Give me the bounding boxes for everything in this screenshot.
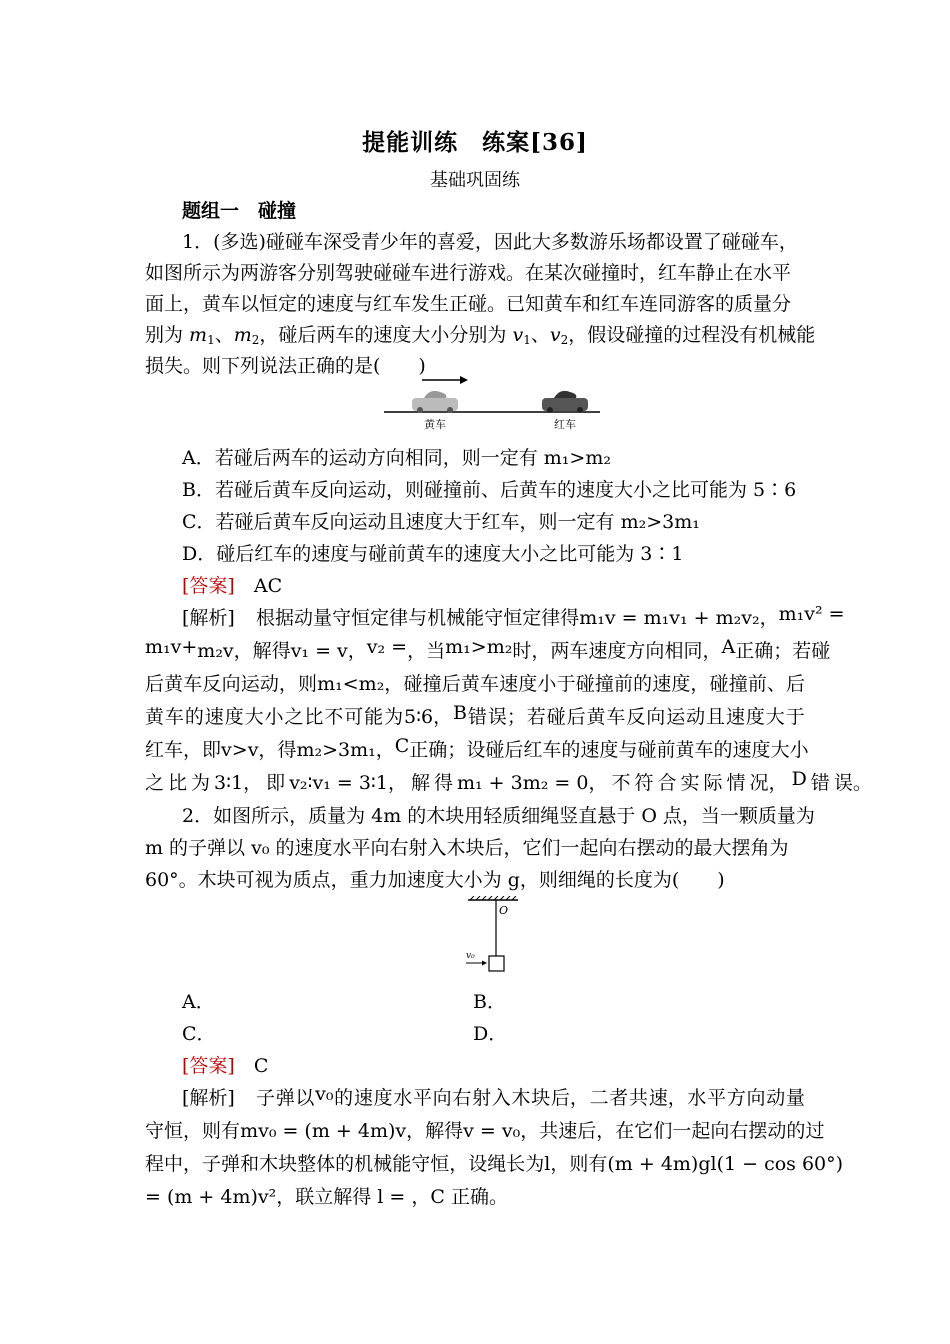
analysis-segment: 守 (332, 607, 352, 629)
analysis-segment: 右 (729, 1120, 749, 1142)
analysis-segment: 黄 (675, 739, 695, 761)
analysis-segment: 碰 (485, 739, 505, 761)
analysis-segment: m₂v， (197, 640, 253, 662)
analysis-segment: 速 (353, 1087, 373, 1109)
analysis-segment: 解 (410, 772, 430, 794)
analysis-segment: 向 (645, 640, 665, 662)
analysis-segment: 后， (550, 1087, 589, 1109)
analysis-segment: 碰 (575, 673, 595, 695)
analysis-segment: 它 (634, 1120, 654, 1142)
analysis-segment: 速 (652, 673, 672, 695)
analysis-segment: m₁ + 3m₂ = 0， (457, 772, 608, 794)
analysis-segment: 动 (766, 1087, 786, 1109)
analysis-segment: m₂>3m₁， (296, 739, 395, 761)
q2-answer: [答案] C (182, 1055, 269, 1077)
analysis-segment: 撞 (422, 673, 442, 695)
analysis-segment: 即 (266, 772, 286, 794)
analysis-segment: 3∶1， (214, 772, 263, 794)
analysis-segment: 平 (412, 1087, 432, 1109)
analysis-segment: 射 (472, 1087, 492, 1109)
analysis-segment: 碰 (637, 739, 657, 761)
analysis-segment: 得 (277, 739, 297, 761)
analysis-segment: 的 (561, 739, 581, 761)
analysis-segment: 后， (577, 1120, 616, 1142)
analysis-segment: 前、 (747, 673, 786, 695)
analysis-segment: 大 (765, 706, 785, 728)
analysis-segment: 车 (183, 673, 203, 695)
analysis-segment: A (721, 636, 736, 658)
analysis-segment: 速 (204, 706, 224, 728)
analysis-segment: 反 (626, 706, 646, 728)
analysis-segment: 车， (164, 739, 203, 761)
analysis-segment: 平 (707, 1087, 727, 1109)
analysis-segment: 守 (411, 1153, 431, 1175)
analysis-segment: 后 (785, 673, 805, 695)
analysis-segment: 与 (408, 607, 428, 629)
analysis-segment: 二 (589, 1087, 609, 1109)
analysis-segment: 能 (465, 607, 485, 629)
analysis-segment: 右 (452, 1087, 472, 1109)
analysis-segment: 速 (499, 673, 519, 695)
analysis-segment: 时， (512, 640, 551, 662)
analysis-segment: l， (544, 1153, 570, 1175)
q2-option-c: C． (182, 1023, 216, 1045)
q1-analysis-line (145, 702, 805, 729)
analysis-segment: 守 (484, 607, 504, 629)
analysis-segment: 入 (491, 1087, 511, 1109)
q2-option-a: A． (182, 991, 215, 1013)
analysis-segment: 在 (615, 1120, 635, 1142)
q2-analysis-tag: [解析] (182, 1087, 235, 1109)
q1-option-d: D．碰后红车的速度与碰前黄车的速度大小之比可能为 3∶1 (182, 543, 684, 565)
analysis-segment: 误； (487, 706, 526, 728)
analysis-segment: 水 (393, 1087, 413, 1109)
group-heading: 题组一 碰撞 (182, 200, 297, 222)
analysis-segment: 一 (672, 1120, 692, 1142)
analysis-segment: mv₀ = (m + 4m)v， (240, 1120, 426, 1142)
q1-line-1: 1．(多选)碰碰车深受青少年的喜爱，因此大多数游乐场都设置了碰碰车， (182, 231, 798, 253)
section-subtitle: 基础巩固练 (430, 170, 520, 191)
analysis-segment: 错 (467, 706, 487, 728)
analysis-segment: 木 (511, 1087, 531, 1109)
analysis-segment: 械 (373, 1153, 393, 1175)
analysis-segment: 运 (240, 673, 260, 695)
analysis-segment: 车 (569, 640, 589, 662)
analysis-segment: 得 (433, 772, 453, 794)
analysis-segment: 起 (691, 1120, 711, 1142)
analysis-segment: 和 (240, 1153, 260, 1175)
analysis-segment: 小 (264, 706, 284, 728)
q2-analysis-line (256, 1083, 805, 1110)
q1-answer: [答案] AC (182, 575, 283, 597)
analysis-segment: 械 (446, 607, 466, 629)
analysis-segment: 的 (786, 1120, 806, 1142)
red-car-icon (542, 391, 588, 413)
analysis-segment: 程 (145, 1153, 165, 1175)
analysis-segment: 则 (569, 1153, 589, 1175)
velocity-label: v₀ (466, 951, 475, 961)
q1-option-b: B．若碰后黄车反向运动，则碰撞前、后黄车的速度大小之比可能为 5∶6 (182, 479, 797, 501)
q2-line-2: m 的子弹以 v₀ 的速度水平向右射入木块后，它们一起向右摆动的最大摆角为 (145, 837, 789, 859)
analysis-segment: 后 (441, 673, 461, 695)
analysis-segment: 机 (427, 607, 447, 629)
analysis-segment: 实 (680, 772, 700, 794)
analysis-segment: 误。 (833, 772, 872, 794)
analysis-segment: 度 (224, 706, 244, 728)
q1-analysis-line (145, 669, 805, 696)
analysis-segment: 黄 (460, 673, 480, 695)
analysis-segment: 子 (202, 1153, 222, 1175)
analysis-segment: 为 (384, 706, 404, 728)
analysis-segment: 情 (726, 772, 746, 794)
analysis-segment: 动 (686, 706, 706, 728)
analysis-segment: 动 (294, 607, 314, 629)
analysis-segment: 向 (746, 1087, 766, 1109)
analysis-segment: 大 (244, 706, 264, 728)
analysis-segment: 设 (466, 739, 486, 761)
q2-analysis-line (145, 1182, 508, 1209)
analysis-segment: v₂ = (366, 636, 408, 658)
analysis-segment: 得 (560, 607, 580, 629)
analysis-segment: 恒， (430, 1153, 469, 1175)
analysis-segment: 两 (550, 640, 570, 662)
analysis-segment: 块 (278, 1153, 298, 1175)
analysis-segment: 撞 (594, 673, 614, 695)
analysis-segment: 据 (275, 607, 295, 629)
analysis-segment: 量 (785, 1087, 805, 1109)
q2-option-d: D． (473, 1023, 508, 1045)
analysis-segment: 有 (221, 1120, 241, 1142)
analysis-segment: 当 (426, 640, 446, 662)
analysis-segment: 们 (653, 1120, 673, 1142)
analysis-segment: 方 (626, 640, 646, 662)
analysis-segment: 速 (580, 739, 600, 761)
arrow-icon (482, 961, 487, 966)
yellow-car-icon (412, 391, 458, 413)
analysis-segment: 定 (522, 607, 542, 629)
q2-line-1: 2．如图所示，质量为 4m 的木块用轻质细绳竖直悬于 O 点，当一颗质量为 (182, 805, 815, 827)
q1-line-5: 损失。则下列说法正确的是( ) (145, 355, 426, 377)
analysis-segment: 后 (566, 706, 586, 728)
analysis-segment: 根 (256, 607, 276, 629)
analysis-segment: 若 (526, 706, 546, 728)
analysis-segment: m₁v = m₁v₁ + m₂v₂， (579, 607, 779, 629)
analysis-segment: 量 (313, 607, 333, 629)
q2-option-b: B． (473, 991, 506, 1013)
analysis-segment: 小 (537, 673, 557, 695)
analysis-segment: 之 (284, 706, 304, 728)
analysis-segment: 速 (588, 640, 608, 662)
q2-analysis-line (145, 1116, 825, 1143)
analysis-segment: 速 (558, 1120, 578, 1142)
analysis-segment: 符 (634, 772, 654, 794)
analysis-segment: 碰 (709, 673, 729, 695)
analysis-segment: v₀ (315, 1083, 334, 1105)
analysis-segment: 向 (710, 1120, 730, 1142)
analysis-segment: 者 (609, 1087, 629, 1109)
analysis-segment: v₂∶v₁ = 3∶1， (289, 772, 407, 794)
bumper-car-figure (382, 370, 602, 434)
analysis-segment: 同， (683, 640, 722, 662)
analysis-segment: 度 (745, 706, 765, 728)
analysis-segment: 红 (145, 739, 165, 761)
analysis-segment: D (791, 768, 807, 790)
q2-analysis-line (145, 1149, 844, 1176)
analysis-segment: 水 (687, 1087, 707, 1109)
analysis-segment: 子 (256, 1087, 276, 1109)
analysis-segment: 律 (541, 607, 561, 629)
analysis-segment: 得 (444, 1120, 464, 1142)
analysis-segment: 恒 (503, 607, 523, 629)
analysis-segment: 运 (666, 706, 686, 728)
analysis-segment: 度， (671, 673, 710, 695)
analysis-segment: 相 (664, 640, 684, 662)
analysis-segment: 块 (531, 1087, 551, 1109)
analysis-segment: m₁v² = (778, 603, 845, 625)
analysis-segment: v₁ = v， (290, 640, 367, 662)
analysis-segment: 于 (556, 673, 576, 695)
analysis-segment: 速， (648, 1087, 687, 1109)
analysis-segment: 则 (202, 1120, 222, 1142)
analysis-segment: 红 (523, 739, 543, 761)
analysis-segment: B (453, 702, 467, 724)
analysis-segment: 设 (468, 1153, 488, 1175)
analysis-segment: 的 (184, 706, 204, 728)
analysis-segment: m₁>m₂ (445, 636, 513, 658)
q1-line-2: 如图所示为两游客分别驾驶碰碰车进行游戏。在某次碰撞时，红车静止在水平 (145, 262, 792, 284)
analysis-segment: 绳 (487, 1153, 507, 1175)
analysis-segment: 之 (145, 772, 165, 794)
analysis-segment: 整 (297, 1153, 317, 1175)
q1-line-4: 别为 $m_1$、$m_2$，碰后两车的速度大小分别为 $v_1$、$v_2$，假设碰撞的过程没有机械能 (145, 324, 816, 347)
analysis-segment: 小 (789, 739, 809, 761)
q1-analysis-line (145, 636, 831, 663)
analysis-segment: m₁<m₂， (317, 673, 404, 695)
analysis-segment: 度 (373, 1087, 393, 1109)
analysis-segment: 前 (613, 673, 633, 695)
analysis-segment: 且 (706, 706, 726, 728)
analysis-segment: 向 (221, 673, 241, 695)
analysis-segment: 以 (295, 1087, 315, 1109)
analysis-segment: 不 (611, 772, 631, 794)
page-title: 提能训练 练案[36] (362, 129, 588, 156)
analysis-segment: 于 (785, 706, 805, 728)
analysis-segment: 速 (725, 706, 745, 728)
analysis-segment: 体 (316, 1153, 336, 1175)
analysis-segment: 动， (259, 673, 298, 695)
analysis-segment: 后 (145, 673, 165, 695)
analysis-segment: 解 (252, 640, 272, 662)
q1-analysis-line (145, 768, 872, 795)
analysis-segment: v>v， (221, 739, 278, 761)
analysis-segment: 的 (633, 673, 653, 695)
analysis-segment: 合 (657, 772, 677, 794)
analysis-segment: 黄 (145, 706, 165, 728)
analysis-segment: 正 (735, 640, 755, 662)
analysis-segment: 若 (792, 640, 812, 662)
analysis-segment: 向 (432, 1087, 452, 1109)
analysis-segment: 度 (751, 739, 771, 761)
analysis-segment: 律 (389, 607, 409, 629)
analysis-segment: 中， (164, 1153, 203, 1175)
analysis-segment: 能 (392, 1153, 412, 1175)
analysis-segment: 机 (354, 1153, 374, 1175)
analysis-segment: m₁v (145, 636, 182, 658)
analysis-segment: 向 (646, 706, 666, 728)
analysis-segment: 共 (629, 1087, 649, 1109)
analysis-segment: 弹 (221, 1153, 241, 1175)
yellow-car-label: 黄车 (424, 418, 446, 431)
analysis-segment: 黄 (164, 673, 184, 695)
analysis-segment: 确； (428, 739, 467, 761)
analysis-segment: 反 (202, 673, 222, 695)
analysis-segment: 为 (191, 772, 211, 794)
q1-analysis-tag: [解析] (182, 607, 235, 629)
analysis-segment: 况， (749, 772, 788, 794)
q2-line-3: 60°。木块可视为质点，重力加速度大小为 g，则细绳的长度为( ) (145, 869, 725, 891)
q1-option-c: C．若碰后黄车反向运动且速度大于红车，则一定有 m₂>3m₁ (182, 511, 700, 533)
analysis-segment: 过 (805, 1120, 825, 1142)
analysis-segment: 度 (518, 673, 538, 695)
analysis-segment: 为 (525, 1153, 545, 1175)
analysis-segment: 大 (770, 739, 790, 761)
analysis-segment: 动 (767, 1120, 787, 1142)
analysis-segment: 比 (304, 706, 324, 728)
analysis-segment: = (m + 4m)v²，联立解得 l = ，C 正确。 (145, 1186, 508, 1208)
analysis-segment: v = v₀， (463, 1120, 540, 1142)
analysis-segment: 错 (810, 772, 830, 794)
analysis-segment: 碰 (811, 640, 831, 662)
analysis-segment: 际 (703, 772, 723, 794)
q1-option-a: A．若碰后两车的运动方向相同，则一定有 m₁>m₂ (182, 447, 611, 469)
point-o-label: O (499, 904, 509, 917)
analysis-segment: 弹 (275, 1087, 295, 1109)
analysis-segment: 度 (607, 640, 627, 662)
analysis-segment: 恒 (351, 607, 371, 629)
analysis-segment: 摆 (748, 1120, 768, 1142)
analysis-segment: 确； (754, 640, 793, 662)
analysis-segment: 5∶6， (403, 706, 453, 728)
analysis-segment: 的 (335, 1153, 355, 1175)
analysis-segment: 速 (732, 739, 752, 761)
analysis-segment: 解 (425, 1120, 445, 1142)
analysis-segment: 碰 (546, 706, 566, 728)
red-car-label: 红车 (554, 418, 576, 431)
analysis-segment: 不 (324, 706, 344, 728)
analysis-segment: 撞 (728, 673, 748, 695)
analysis-segment: 车 (694, 739, 714, 761)
analysis-segment: 有(m + 4m)gl(1 − cos 60°) (588, 1153, 844, 1175)
analysis-segment: 度 (599, 739, 619, 761)
analysis-segment: 车 (542, 739, 562, 761)
analysis-segment: 木 (259, 1153, 279, 1175)
analysis-segment: 可 (344, 706, 364, 728)
analysis-segment: 恒， (164, 1120, 203, 1142)
analysis-segment: 比 (168, 772, 188, 794)
analysis-segment: 与 (618, 739, 638, 761)
analysis-segment: 的 (334, 1087, 354, 1109)
analysis-segment: ， (407, 640, 427, 662)
analysis-segment: 共 (539, 1120, 559, 1142)
analysis-segment: 车 (480, 673, 500, 695)
analysis-segment: + (181, 636, 198, 658)
analysis-segment: 黄 (586, 706, 606, 728)
analysis-segment: 碰 (403, 673, 423, 695)
analysis-segment: 得 (271, 640, 291, 662)
analysis-segment: 定 (370, 607, 390, 629)
analysis-segment: 车 (606, 706, 626, 728)
q1-analysis-line (256, 603, 845, 630)
analysis-segment: 则 (297, 673, 317, 695)
analysis-segment: 车 (164, 706, 184, 728)
analysis-segment: 的 (713, 739, 733, 761)
analysis-segment: 即 (202, 739, 222, 761)
analysis-segment: 能 (364, 706, 384, 728)
pendulum-figure (460, 896, 526, 978)
q1-line-3: 面上，黄车以恒定的速度与红车发生正碰。已知黄车和红车连同游客的质量分 (145, 293, 792, 315)
q1-analysis-line (145, 735, 809, 762)
analysis-segment: 后 (504, 739, 524, 761)
analysis-segment: 正 (409, 739, 429, 761)
analysis-segment: 长 (506, 1153, 526, 1175)
block-icon (489, 956, 504, 971)
analysis-segment: C (394, 735, 410, 757)
analysis-segment: 方 (726, 1087, 746, 1109)
analysis-segment: 守 (145, 1120, 165, 1142)
analysis-segment: 前 (656, 739, 676, 761)
